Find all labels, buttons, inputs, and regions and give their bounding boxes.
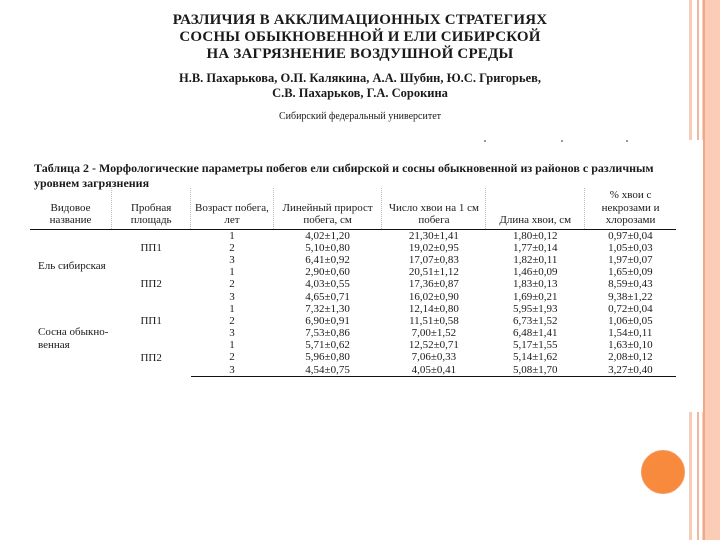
length-cell: 1,69±0,21 [512, 290, 558, 303]
table-row [30, 229, 676, 242]
necrosis-cell: 1,05±0,03 [608, 241, 653, 254]
necrosis-cell: 8,59±0,43 [608, 278, 653, 291]
age-cell: 2 [229, 278, 235, 291]
length-cell: 1,77±0,14 [512, 241, 558, 254]
necrosis-cell: 1,65±0,09 [608, 266, 653, 279]
table-row [30, 339, 676, 351]
growth-cell: 4,03±0,55 [305, 278, 350, 291]
necrosis-cell: 1,63±0,10 [608, 339, 653, 352]
scan-artifact [561, 140, 563, 142]
authors-line: С.В. Пахарьков, Г.А. Сорокина [272, 86, 448, 100]
table-panel [28, 140, 703, 412]
needles-cell: 17,07±0,83 [408, 253, 459, 266]
age-cell: 1 [229, 229, 235, 242]
needles-cell: 19,02±0,95 [408, 241, 459, 254]
age-cell: 2 [229, 314, 235, 327]
document-header [0, 12, 720, 122]
authors [0, 71, 720, 101]
growth-cell: 4,65±0,71 [305, 290, 350, 303]
title-line: РАЗЛИЧИЯ В АККЛИМАЦИОННЫХ СТРАТЕГИЯХ [172, 12, 548, 28]
length-cell: 5,17±1,55 [512, 339, 558, 352]
age-cell: 1 [229, 266, 235, 279]
column-header-needle-length: Длина хвои, см [486, 188, 585, 229]
plot-cell: ПП1 [140, 241, 162, 254]
needles-cell: 11,51±0,58 [409, 314, 459, 327]
necrosis-cell: 9,38±1,22 [608, 290, 653, 303]
age-cell: 1 [229, 339, 235, 352]
title-line: НА ЗАГРЯЗНЕНИЕ ВОЗДУШНОЙ СРЕДЫ [206, 46, 514, 62]
necrosis-cell: 0,97±0,04 [608, 229, 653, 242]
age-cell: 2 [229, 351, 235, 364]
necrosis-cell: 0,72±0,04 [608, 302, 653, 315]
necrosis-cell: 1,06±0,05 [608, 314, 653, 327]
growth-cell: 6,41±0,92 [305, 253, 350, 266]
table-caption: Таблица 2 - Морфологические параметры побегов ели сибирской и сосны обыкновенной из районов с различным уровнем загрязнения [34, 161, 654, 190]
needles-cell: 12,52±0,71 [408, 339, 459, 352]
growth-cell: 7,32±1,30 [305, 302, 350, 315]
needles-cell: 7,00±1,52 [411, 327, 457, 340]
table-header-row [30, 188, 676, 229]
plot-cell: ПП2 [140, 351, 162, 364]
necrosis-cell: 2,08±0,12 [608, 351, 653, 364]
age-cell: 1 [229, 302, 235, 315]
needles-cell: 21,30±1,41 [408, 229, 459, 242]
column-header-growth: Линейный прирост побега, см [273, 188, 382, 229]
growth-cell: 7,53±0,86 [305, 327, 350, 340]
needles-cell: 20,51±1,12 [408, 266, 459, 279]
length-cell: 6,73±1,52 [512, 314, 558, 327]
growth-cell: 5,96±0,80 [305, 351, 350, 364]
plot-cell: ПП2 [140, 278, 162, 291]
authors-line: Н.В. Пахарькова, О.П. Калякина, А.А. Шубин, Ю.С. Григорьев, [178, 71, 542, 85]
column-header-age: Возраст побега, лет [191, 188, 273, 229]
needles-cell: 17,36±0,87 [408, 278, 459, 291]
length-cell: 6,48±1,41 [512, 327, 558, 340]
necrosis-cell: 1,54±0,11 [608, 327, 653, 340]
age-cell: 3 [229, 290, 235, 303]
growth-cell: 5,71±0,62 [305, 339, 350, 352]
growth-cell: 2,90±0,60 [305, 266, 350, 279]
column-header-plot: Пробная площадь [112, 188, 191, 229]
age-cell: 3 [229, 253, 235, 266]
decorative-orange-circle [641, 450, 685, 494]
age-cell: 3 [229, 327, 235, 340]
species-cell: Сосна обыкно-венная [38, 326, 109, 352]
length-cell: 5,08±1,70 [486, 364, 585, 377]
necrosis-cell: 3,27±0,40 [585, 364, 676, 377]
needles-cell: 4,05±0,41 [382, 364, 486, 377]
length-cell: 5,14±1,62 [512, 351, 558, 364]
growth-cell: 5,10±0,80 [305, 241, 350, 254]
length-cell: 1,80±0,12 [512, 229, 558, 242]
growth-cell: 4,54±0,75 [273, 364, 382, 377]
needles-cell: 7,06±0,33 [411, 351, 457, 364]
column-header-species: Видовое название [30, 188, 112, 229]
column-header-needle-count: Число хвои на 1 см побега [382, 188, 486, 229]
document-title [0, 12, 720, 63]
plot-cell: ПП1 [140, 314, 162, 327]
length-cell: 5,95±1,93 [512, 302, 558, 315]
age-cell: 3 [191, 364, 273, 377]
scan-artifact [484, 140, 486, 142]
table-row [30, 303, 676, 315]
scan-artifact [626, 140, 628, 142]
length-cell: 1,83±0,13 [512, 278, 558, 291]
needles-cell: 12,14±0,80 [408, 302, 459, 315]
length-cell: 1,82±0,11 [513, 253, 558, 266]
column-header-necrosis: % хвои с некрозами и хлорозами [585, 188, 676, 229]
growth-cell: 6,90±0,91 [305, 314, 350, 327]
title-line: СОСНЫ ОБЫКНОВЕННОЙ И ЕЛИ СИБИРСКОЙ [179, 29, 541, 45]
length-cell: 1,46±0,09 [512, 266, 558, 279]
affiliation: Сибирский федеральный университет [278, 111, 442, 122]
necrosis-cell: 1,97±0,07 [608, 253, 653, 266]
growth-cell: 4,02±1,20 [305, 229, 350, 242]
needles-cell: 16,02±0,90 [408, 290, 459, 303]
table-row [30, 266, 676, 278]
age-cell: 2 [229, 241, 235, 254]
species-cell: Ель сибирская [38, 259, 106, 272]
morphology-table [30, 188, 676, 377]
